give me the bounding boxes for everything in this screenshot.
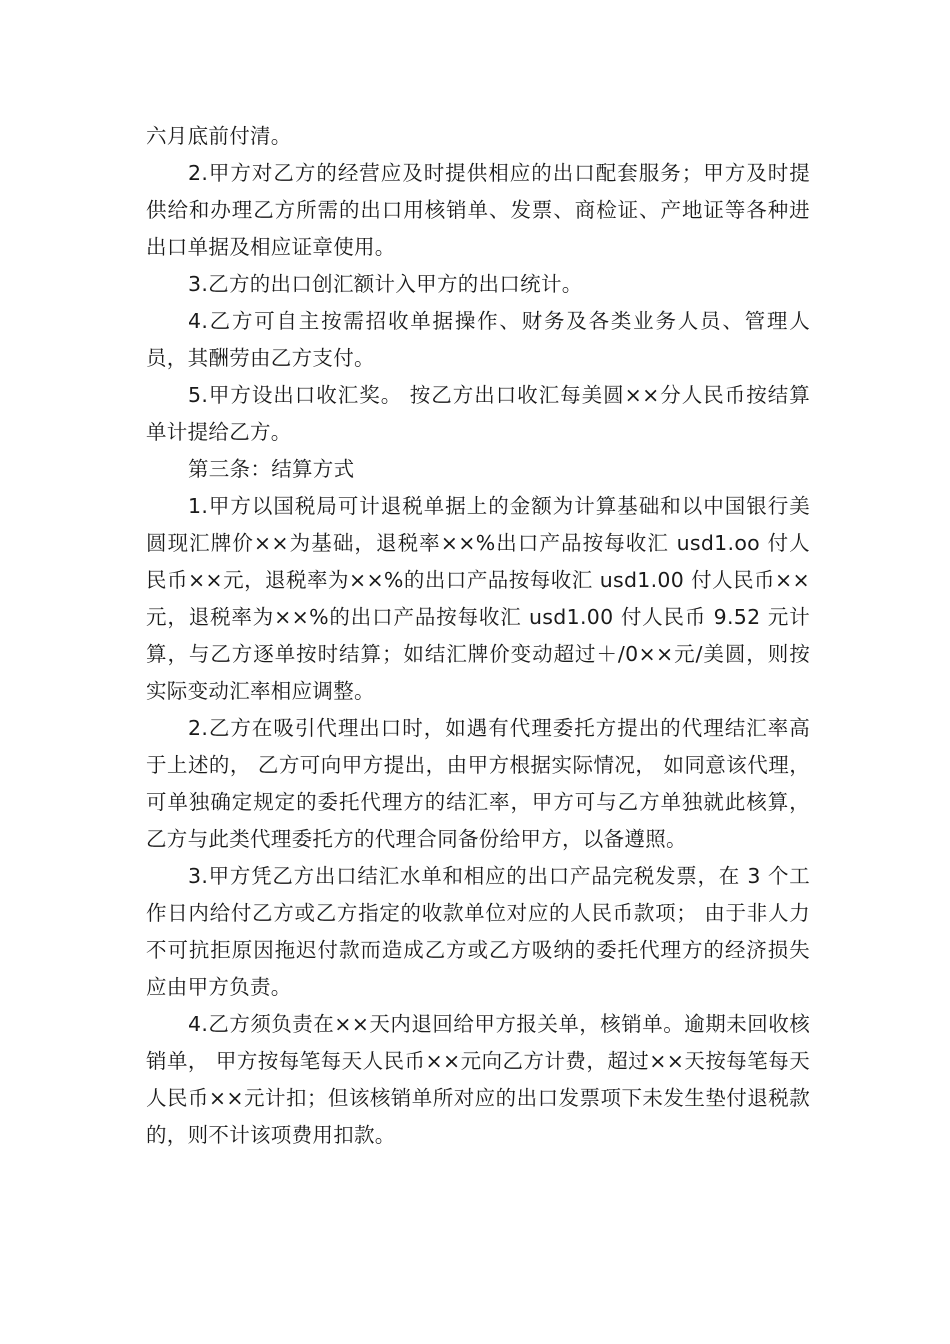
- paragraph-clause-2-item-2: 2.甲方对乙方的经营应及时提供相应的出口配套服务；甲方及时提供给和办理乙方所需的出口用核销单、发票、商检证、产地证等各种进出口单据及相应证章使用。: [146, 161, 810, 259]
- paragraph-clause-2-item-5: 5.甲方设出口收汇奖。 按乙方出口收汇每美圆××分人民币按结算单计提给乙方。: [146, 383, 810, 444]
- paragraph-clause-3-item-4: 4.乙方须负责在××天内退回给甲方报关单，核销单。逾期未回收核销单， 甲方按每笔每天人民币××元向乙方计费，超过××天按每笔每天人民币××元计扣；但该核销单所对应的出口发票项下未发生垫付退税款的，则不计该项费用扣款。: [146, 1012, 810, 1147]
- paragraph-clause-3-item-1: 1.甲方以国税局可计退税单据上的金额为计算基础和以中国银行美圆现汇牌价××为基础，退税率××%出口产品按每收汇 usd1.oo 付人民币××元，退税率为××%的出口产品按每收汇 usd1.00 付人民币××元，退税率为××%的出口产品按每收汇 usd1.00 付人民币 9.52 元计算，与乙方逐单按时结算；如结汇牌价变动超过＋/0××元/美圆，则按实际变动汇率相应调整。: [146, 494, 810, 703]
- paragraph-clause-3-item-2: 2.乙方在吸引代理出口时，如遇有代理委托方提出的代理结汇率高于上述的， 乙方可向甲方提出，由甲方根据实际情况， 如同意该代理， 可单独确定规定的委托代理方的结汇率，甲方可与乙方单独就此核算，乙方与此类代理委托方的代理合同备份给甲方，以备遵照。: [146, 716, 810, 851]
- paragraph-continuation: 六月底前付清。: [146, 124, 292, 148]
- paragraph-clause-2-item-4: 4.乙方可自主按需招收单据操作、财务及各类业务人员、管理人员，其酬劳由乙方支付。: [146, 309, 810, 370]
- document-body: [146, 118, 810, 1154]
- paragraph-clause-3-item-3: 3.甲方凭乙方出口结汇水单和相应的出口产品完税发票，在 3 个工作日内给付乙方或乙方指定的收款单位对应的人民币款项； 由于非人力不可抗拒原因拖迟付款而造成乙方或乙方吸纳的委托代理方的经济损失应由甲方负责。: [146, 864, 810, 999]
- section-heading-clause-3: 第三条：结算方式: [188, 457, 355, 481]
- paragraph-clause-2-item-3: 3.乙方的出口创汇额计入甲方的出口统计。: [188, 272, 583, 296]
